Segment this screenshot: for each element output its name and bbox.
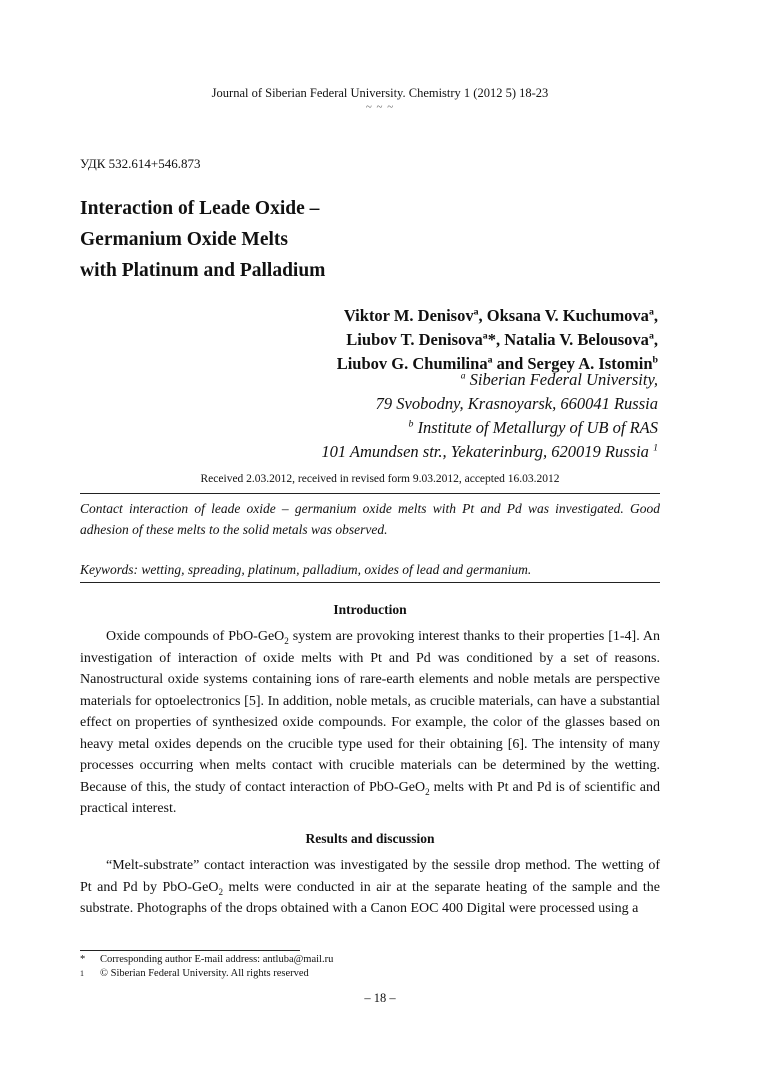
author-name: Liubov G. Chumilina	[336, 354, 488, 373]
author-name: Oksana V. Kuchumova	[486, 306, 649, 325]
introduction-paragraph	[80, 626, 660, 820]
authors-line-1	[337, 304, 658, 328]
abstract: Contact interaction of leade oxide – germanium oxide melts with Pt and Pd was investigated. Good adhesion of these melts to the solid metals was observed.	[80, 501, 660, 537]
footnote-marker: 1	[80, 969, 84, 978]
abstract-bottom-rule	[80, 582, 660, 583]
affiliation-marker: b	[408, 418, 414, 430]
paragraph-text: melts with Pt and Pd is of scientific and practical interest.	[80, 779, 661, 816]
paper-title	[80, 193, 325, 286]
author-name: Natalia V. Belousova	[504, 330, 649, 349]
footnote-corresponding	[80, 953, 333, 967]
affiliation-text: Institute of Metallurgy of UB of RAS	[413, 418, 658, 437]
author-list	[337, 304, 658, 376]
author-name: Liubov T. Denisova	[346, 330, 483, 349]
affiliation-marker: a	[482, 330, 488, 342]
section-heading-introduction: Introduction	[333, 602, 407, 617]
affiliations	[321, 368, 658, 464]
paragraph-text: Oxide compounds of PbO-GeO	[106, 629, 285, 644]
paragraph-text: melts were conducted in air at the separate heating of the sample and the substrate. Photographs of the drops obtained with a Canon EOC 400 Digital were processed using a	[80, 879, 660, 916]
udk-code: УДК 532.614+546.873	[80, 156, 201, 171]
affiliation-marker: a	[460, 370, 466, 382]
subscript: 2	[425, 786, 430, 797]
keywords: Keywords: wetting, spreading, platinum, palladium, oxides of lead and germanium.	[80, 562, 532, 577]
footnote-copyright	[80, 967, 309, 981]
title-line-1: Interaction of Leade Oxide –	[80, 198, 320, 219]
subscript: 2	[218, 886, 224, 897]
author-name: Viktor M. Denisov	[343, 306, 474, 325]
footnote-text: Corresponding author E-mail address: antluba@mail.ru	[100, 954, 334, 965]
corresponding-author-star: *	[487, 330, 496, 349]
footnote-marker: 1	[653, 442, 658, 454]
affiliation-text: Siberian Federal University,	[465, 370, 658, 389]
affiliation-marker: a	[487, 354, 493, 366]
received-dates: Received 2.03.2012, received in revised form 9.03.2012, accepted 16.03.2012	[200, 473, 560, 485]
section-heading-results: Results and discussion	[305, 831, 435, 846]
affiliation-a-line-1	[321, 368, 658, 392]
page-number: – 18 –	[364, 991, 396, 1005]
affiliation-marker: a	[648, 306, 654, 318]
affiliation-a-line-2: 79 Svobodny, Krasnoyarsk, 660041 Russia	[375, 394, 658, 413]
affiliation-b-line-1	[321, 416, 658, 440]
author-separator: ,	[478, 306, 487, 325]
title-line-2: Germanium Oxide Melts	[80, 229, 288, 250]
affiliation-marker: b	[652, 354, 658, 366]
author-separator: ,	[653, 330, 658, 349]
affiliation-marker: a	[473, 306, 479, 318]
title-line-3: with Platinum and Palladium	[80, 260, 326, 281]
affiliation-b-line-2	[321, 440, 658, 464]
author-separator: ,	[495, 330, 505, 349]
header-ornament: ~ ~ ~	[365, 101, 395, 113]
author-separator: and	[492, 354, 528, 373]
affiliation-marker: a	[648, 330, 654, 342]
results-paragraph	[80, 855, 660, 920]
authors-line-2	[337, 328, 658, 352]
footnote-rule	[80, 950, 300, 951]
abstract-top-rule	[80, 493, 660, 494]
footnote-marker: *	[80, 954, 86, 965]
footnote-text: © Siberian Federal University. All rights reserved	[100, 968, 309, 979]
author-separator: ,	[653, 306, 658, 325]
journal-header: Journal of Siberian Federal University. Chemistry 1 (2012 5) 18-23	[211, 86, 549, 100]
paragraph-text: system are provoking interest thanks to their properties [1-4]. An investigation of interaction of oxide melts with Pt and Pd was conditioned by a set of reasons. Nanostructural oxide systems containing ions of rare-earth elements and noble metals are perspective materials for optoelectronics [5]. In addition, noble metals, as crucible materials, can have a substantial effect on properties of synthesized oxide compounds. For example, the color of the glasses based on heavy metal oxides depends on the crucible type used for their obtaining [6]. The intensity of many processes occurring when melts contact with crucible materials can be determined by the wetting. Because of this, the study of contact interaction of PbO-GeO	[80, 629, 660, 795]
paragraph-text: “Melt-substrate” contact interaction was investigated by the sessile drop method. The wetting of Pt and Pd by PbO-GeO	[80, 858, 660, 895]
affiliation-text: 101 Amundsen str., Yekaterinburg, 620019 Russia	[321, 442, 654, 461]
subscript: 2	[284, 635, 289, 646]
author-name: Sergey A. Istomin	[527, 354, 653, 373]
